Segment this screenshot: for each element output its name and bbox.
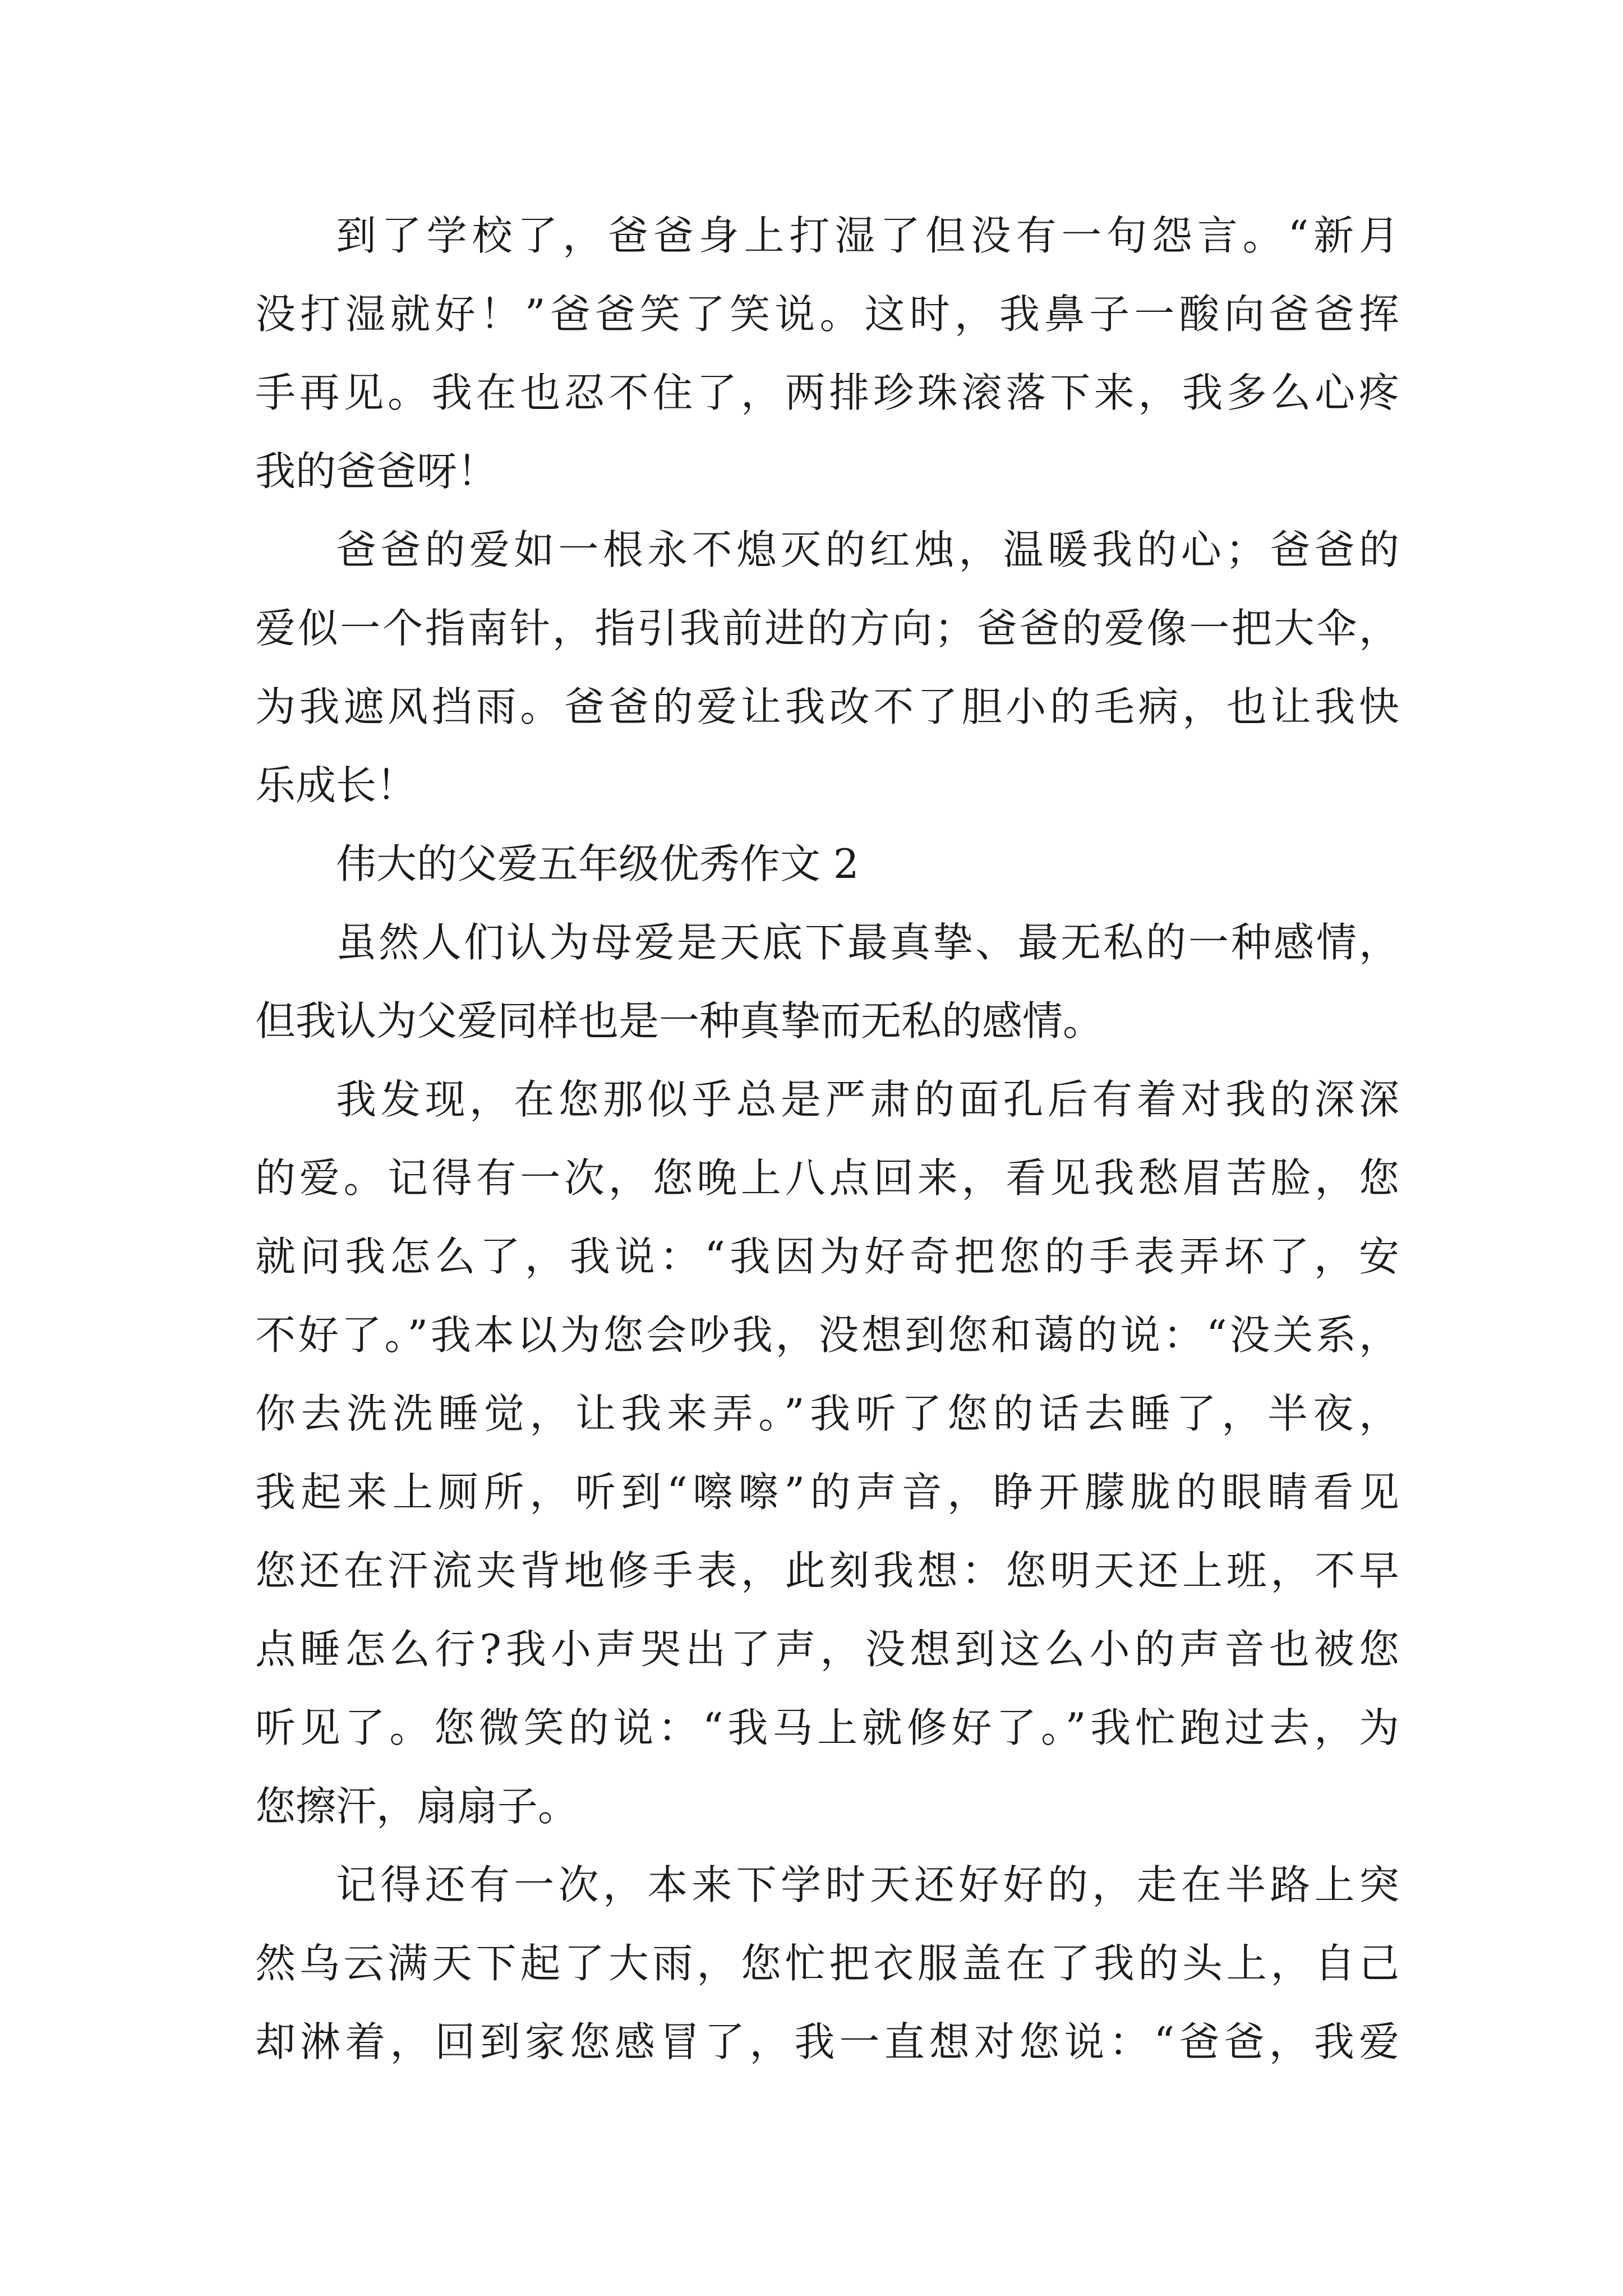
- text-line: 为我遮风挡雨。爸爸的爱让我改不了胆小的毛病，也让我快: [255, 683, 1399, 730]
- text-line: 乐成长！: [255, 762, 417, 809]
- text-line: 没打湿就好！”爸爸笑了笑说。这时，我鼻子一酸向爸爸挥: [255, 291, 1399, 338]
- text-line: 听见了。您微笑的说：“我马上就修好了。”我忙跑过去，为: [255, 1704, 1399, 1751]
- text-line: 但我认为父爱同样也是一种真挚而无私的感情。: [255, 997, 1104, 1045]
- text-line: 我起来上厕所，听到“嚓嚓”的声音，睁开朦胧的眼睛看见: [255, 1469, 1399, 1516]
- text-line: 就问我怎么了，我说：“我因为好奇把您的手表弄坏了，安: [255, 1233, 1399, 1280]
- text-line: 爱似一个指南针，指引我前进的方向；爸爸的爱像一把大伞，: [255, 605, 1399, 652]
- text-line: 您还在汗流夹背地修手表，此刻我想：您明天还上班，不早: [255, 1547, 1399, 1594]
- text-line: 我的爸爸呀！: [255, 448, 498, 495]
- section-heading: 伟大的父爱五年级优秀作文 2: [336, 840, 859, 887]
- text-line: 记得还有一次，本来下学时天还好好的，走在半路上突: [336, 1861, 1399, 1908]
- text-line: 到了学校了，爸爸身上打湿了但没有一句怨言。“新月: [336, 212, 1399, 259]
- text-line: 您擦汗，扇扇子。: [255, 1783, 579, 1830]
- text-line: 我发现，在您那似乎总是严肃的面孔后有着对我的深深: [336, 1076, 1399, 1123]
- text-line: 你去洗洗睡觉，让我来弄。”我听了您的话去睡了，半夜，: [255, 1390, 1399, 1437]
- text-line: 手再见。我在也忍不住了，两排珍珠滚落下来，我多么心疼: [255, 369, 1399, 416]
- text-line: 虽然人们认为母爱是天底下最真挚、最无私的一种感情，: [336, 919, 1399, 966]
- text-line: 却淋着，回到家您感冒了，我一直想对您说：“爸爸，我爱: [255, 2018, 1399, 2065]
- text-line: 不好了。”我本以为您会吵我，没想到您和蔼的说：“没关系，: [255, 1312, 1399, 1359]
- text-line: 的爱。记得有一次，您晚上八点回来，看见我愁眉苦脸，您: [255, 1154, 1399, 1202]
- text-line: 然乌云满天下起了大雨，您忙把衣服盖在了我的头上，自己: [255, 1940, 1399, 1987]
- text-line: 爸爸的爱如一根永不熄灭的红烛，温暖我的心；爸爸的: [336, 526, 1399, 573]
- text-line: 点睡怎么行?我小声哭出了声，没想到这么小的声音也被您: [255, 1626, 1399, 1673]
